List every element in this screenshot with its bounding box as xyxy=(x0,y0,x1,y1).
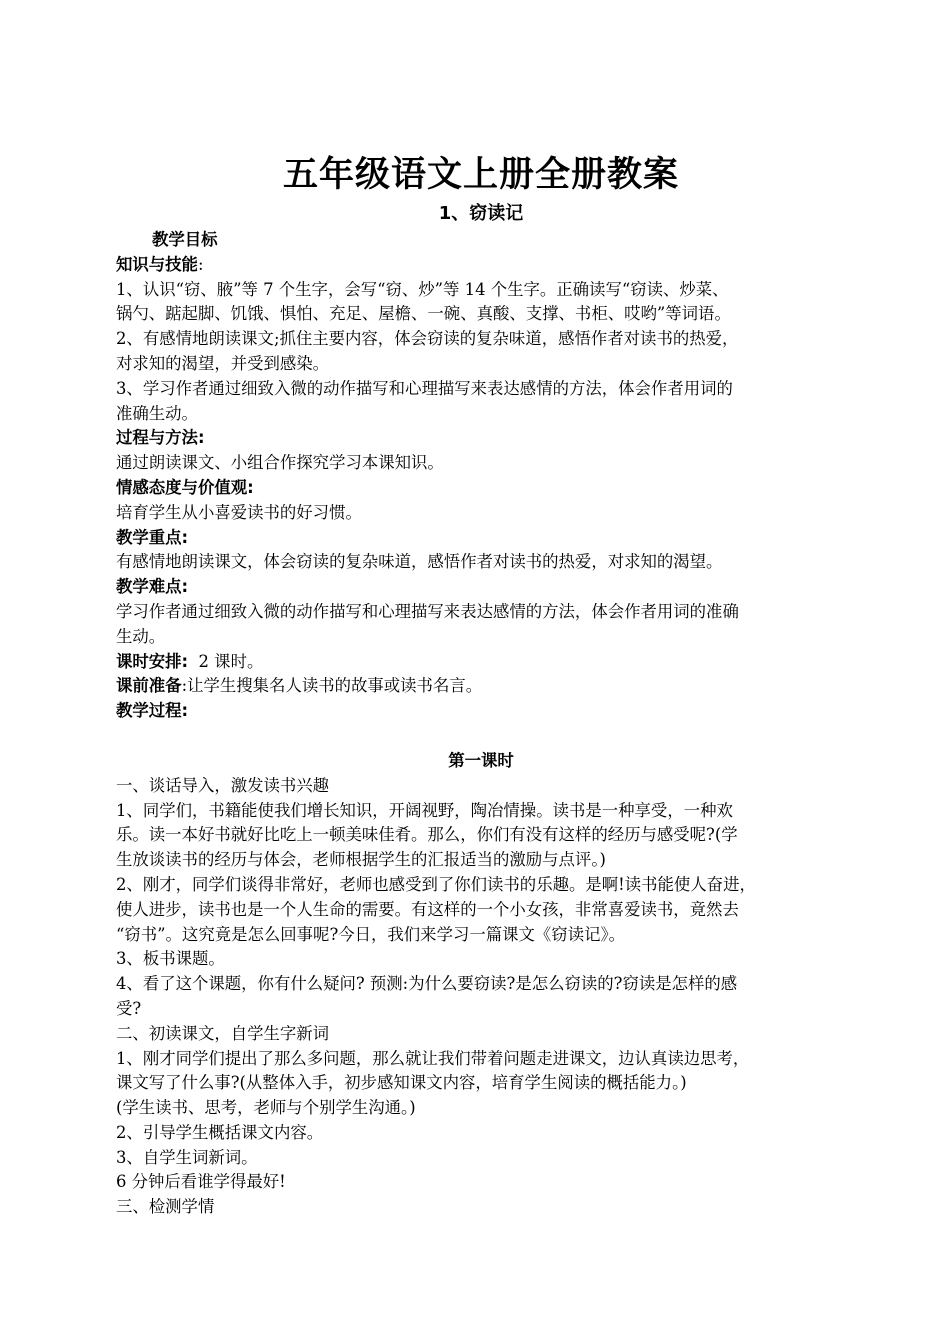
spacer xyxy=(116,724,846,749)
knowledge-line: 3、学习作者通过细致入微的动作描写和心理描写来表达感情的方法，体会作者用词的 xyxy=(116,378,733,398)
body-line: 二、初读课文，自学生字新词 xyxy=(116,1023,330,1043)
knowledge-line: 2、有感情地朗读课文;抓住主要内容，体会窃读的复杂味道，感悟作者对读书的热爱， xyxy=(116,329,739,349)
body-line: 受? xyxy=(116,998,142,1018)
body-line: “窃书”。这究竟是怎么回事呢?今日，我们来学习一篇课文《窃读记》。 xyxy=(116,924,626,944)
prep-text: :让学生搜集名人读书的故事或读书名言。 xyxy=(181,676,483,696)
process-text: 通过朗读课文、小组合作探究学习本课知识。 xyxy=(116,453,444,473)
difficulty-line: 生动。 xyxy=(116,626,166,646)
process-heading: 过程与方法: xyxy=(116,428,205,448)
knowledge-heading-colon: : xyxy=(197,254,204,274)
knowledge-heading: 知识与技能 xyxy=(116,254,198,274)
procedure-heading: 教学过程: xyxy=(116,701,189,721)
body-line: 2、刚才，同学们谈得非常好，老师也感受到了你们读书的乐趣。是啊!读书能使人奋进， xyxy=(116,874,756,894)
key-points-heading: 教学重点: xyxy=(116,527,189,547)
body-line: 1、刚才同学们提出了那么多问题，那么就让我们带着问题走进课文，边认真读边思考， xyxy=(116,1048,750,1068)
body-line: 使人进步，读书也是一个人生命的需要。有这样的一个小女孩，非常喜爱读书，竟然去 xyxy=(116,899,739,919)
body-line: 课文写了什么事?(从整体入手，初步感知课文内容，培育学生阅读的概括能力。) xyxy=(116,1073,687,1093)
body-line: 1、同学们，书籍能使我们增长知识，开阔视野，陶冶情操。读书是一种享受，一种欢 xyxy=(116,800,733,820)
knowledge-line: 准确生动。 xyxy=(116,403,198,423)
body-line: 2、引导学生概括课文内容。 xyxy=(116,1122,324,1142)
body-line: 一、谈话导入，激发读书兴趣 xyxy=(116,775,330,795)
body-line: 乐。读一本好书就好比吃上一顿美味佳肴。那么，你们有没有这样的经历与感受呢?(学 xyxy=(116,825,738,845)
knowledge-line: 1、认识“窃、腋”等 7 个生字，会写“窃、炒”等 14 个生字。正确读写“窃读、炒菜、 xyxy=(116,279,729,299)
document-page xyxy=(116,150,846,1220)
body-line: 6 分钟后看谁学得最好! xyxy=(116,1172,286,1192)
body-line: (学生读书、思考，老师与个别学生沟通。) xyxy=(116,1098,416,1118)
body-line: 4、看了这个课题，你有什么疑问? 预测:为什么要窃读?是怎么窃读的?窃读是怎样的感 xyxy=(116,974,738,994)
difficulty-line: 学习作者通过细致入微的动作描写和心理描写来表达感情的方法，体会作者用词的准确 xyxy=(116,601,739,621)
teaching-goals-heading: 教学目标 xyxy=(152,230,218,249)
body-line: 生放谈读书的经历与体会，老师根据学生的汇报适当的激励与点评。) xyxy=(116,850,606,870)
schedule-line xyxy=(116,650,846,675)
difficulty-heading: 教学难点: xyxy=(116,577,189,597)
knowledge-line: 对求知的渴望，并受到感染。 xyxy=(116,353,330,373)
attitude-heading: 情感态度与价值观: xyxy=(116,477,254,497)
prep-heading: 课前准备 xyxy=(116,676,182,696)
key-points-text: 有感情地朗读课文，体会窃读的复杂味道，感悟作者对读书的热爱，对求知的渴望。 xyxy=(116,552,723,572)
lesson-title: 1、窃读记 xyxy=(438,203,524,224)
prep-line xyxy=(116,674,846,699)
section-title: 第一课时 xyxy=(448,750,514,770)
schedule-heading: 课时安排: xyxy=(116,651,189,671)
attitude-text: 培育学生从小喜爱读书的好习惯。 xyxy=(116,502,362,522)
body-line: 三、检测学情 xyxy=(116,1197,215,1217)
body-line: 3、自学生词新词。 xyxy=(116,1147,258,1167)
knowledge-line: 锅勺、踮起脚、饥饿、惧怕、充足、屋檐、一碗、真酸、支撑、书柜、哎哟”等词语。 xyxy=(116,304,731,324)
body-line: 3、板书课题。 xyxy=(116,949,225,969)
knowledge-heading-line xyxy=(116,253,846,278)
schedule-text: 2 课时。 xyxy=(188,651,264,671)
document-title: 五年级语文上册全册教案 xyxy=(282,155,679,195)
